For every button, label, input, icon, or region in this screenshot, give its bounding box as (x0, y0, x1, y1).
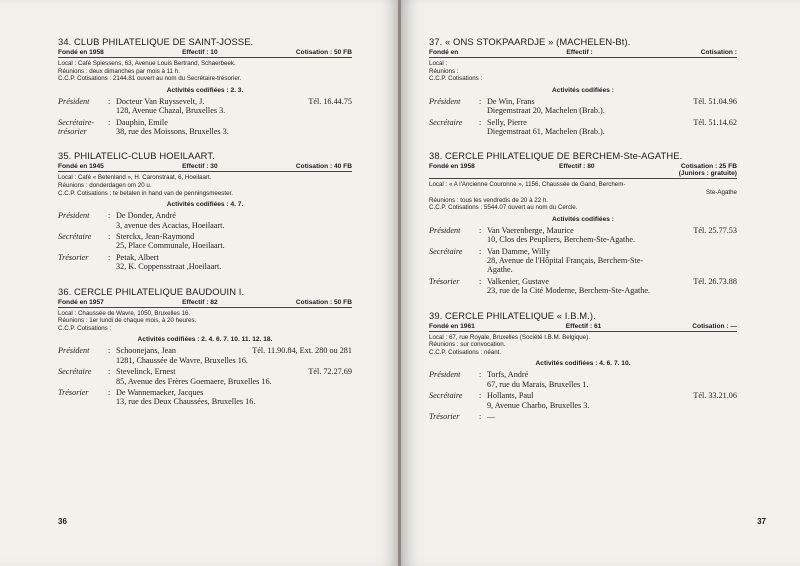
membership-fee: Cotisation : — (692, 322, 737, 330)
officer-role: Président (58, 211, 90, 221)
officer-role: Président (429, 370, 461, 380)
founded-label: Fondé en 1958 (429, 163, 475, 171)
info-line: Ste-Agathe (706, 189, 737, 196)
officer-details (116, 97, 352, 116)
officer-address: 67, rue du Marais, Bruxelles 1. (487, 379, 589, 389)
officer-phone: Tél. 72.27.69 (308, 367, 352, 377)
right-page (401, 0, 800, 566)
officer-name: Sterckx, Jean-Raymond (116, 232, 195, 241)
officer-row (58, 253, 352, 272)
officer-phone: Tél. 11.90.84, Ext. 280 ou 281 (252, 346, 352, 356)
officer-address: 1281, Chaussée de Wavre, Bruxelles 16. (116, 355, 248, 365)
fee-wrap (692, 323, 737, 330)
activities-codes: Activités codifiées : (552, 86, 614, 94)
page-number: 36 (58, 517, 67, 526)
officer-name: Van Vaerenberge, Maurice (487, 225, 574, 235)
officer-details (116, 118, 352, 137)
separator: : (479, 96, 482, 106)
officer-first-line (116, 253, 352, 262)
club-facts-row (429, 163, 737, 179)
officer-first-line (116, 118, 352, 127)
officer-row (58, 388, 352, 407)
officer-details (487, 97, 737, 116)
club-info (429, 181, 737, 211)
officer-details (487, 391, 737, 410)
officer-name: De Wannemaeker, Jacques (116, 388, 204, 398)
club-facts-row (58, 163, 352, 172)
officer-address: 28, Avenue de l'Hôpital Français, Berchem-Ste- (487, 256, 644, 265)
separator: : (108, 211, 111, 221)
officer-role: Secrétaire-trésorier (58, 117, 95, 136)
membership-fee: Cotisation : (700, 49, 737, 56)
founded-label: Fondé en 1961 (429, 322, 475, 330)
club-facts-row (429, 323, 737, 332)
info-line: Réunions : deux dimanches par mois à 11 h. (58, 67, 180, 75)
membership-fee: Cotisation : 40 FB (295, 163, 352, 171)
club-entry (58, 150, 352, 271)
officer-row (58, 118, 352, 137)
officer-first-line (487, 277, 737, 286)
officer-first-line (116, 211, 352, 220)
officer-address: 128, Avenue Chazal, Bruxelles 3. (116, 106, 226, 116)
club-title: 37. « ONS STOKPAARDJE » (MACHELEN-Bt). (429, 36, 631, 47)
officer-role: Président (58, 346, 90, 356)
officer-details (116, 367, 352, 386)
officer-name: Valkenier, Gustave (487, 276, 549, 286)
officer-name: Petak, Albert (116, 252, 159, 262)
club-entry (58, 36, 352, 136)
officer-address: Diegemstraat 20, Machelen (Brab.). (487, 106, 605, 116)
separator: : (108, 388, 111, 398)
officer-details (487, 118, 737, 137)
club-title: 35. PHILATELIC-CLUB HOEILAART. (58, 150, 215, 162)
fee-note: (Juniors : gratuite) (678, 170, 737, 178)
officer-first-line (487, 412, 737, 421)
officer-row (429, 277, 737, 296)
info-line: Local : Café « Betenland », H. Caronstraat, 6, Hoeilaart. (58, 174, 212, 182)
officer-name: Schoonejans, Jean (116, 346, 177, 356)
fee-wrap (296, 299, 352, 306)
info-line: Réunions : tous les vendredis de 20 à 22 h. (429, 196, 549, 204)
info-line: Local : Café Spiessens, 63, Avenue Louis Bertrand, Schaerbeek. (58, 60, 236, 67)
officer-row (429, 226, 737, 245)
separator: : (108, 367, 111, 377)
officer-details (487, 370, 737, 389)
membership-count: Effectif : (566, 49, 593, 56)
officer-row (58, 232, 352, 251)
info-line: C.C.P. Cotisations : (58, 324, 112, 332)
right-page-content (429, 36, 737, 435)
officer-role: Président (58, 96, 90, 106)
membership-count: Effectif : 10 (182, 49, 218, 56)
officer-name: Hollants, Paul (487, 391, 534, 401)
club-facts-row (58, 299, 352, 308)
officer-first-line (487, 391, 737, 400)
officer-address: Agathe. (487, 265, 513, 275)
activities-codes: Activités codifiées : 4. 7. (166, 201, 244, 209)
officer-row (58, 346, 352, 365)
separator: : (479, 370, 482, 380)
officer-first-line (116, 232, 352, 241)
officer-phone: Tél. 51.04.96 (693, 96, 737, 106)
officer-address: 10, Clos des Peupliers, Berchem-Ste-Agathe. (487, 235, 636, 245)
membership-count: Effectif : 61 (565, 322, 602, 330)
officer-details (116, 232, 352, 251)
activities-codes: Activités codifiées : 2. 4. 6. 7. 10. 11. 12. 18. (137, 336, 273, 344)
club-entry (429, 310, 737, 422)
club-info (58, 310, 352, 333)
officer-name: De Donder, André (116, 211, 176, 221)
officer-name: Dauphin, Emile (116, 117, 168, 127)
membership-fee: Cotisation : 50 FB (295, 298, 352, 306)
officer-phone: Tél. 25.77.53 (693, 225, 737, 235)
info-line: C.C.P. Cotisations : 5544.07 ouvert au nom du Cercle. (429, 204, 578, 212)
officer-address: 3, avenue des Acacias, Hoeilaart. (116, 220, 225, 230)
officer-details (116, 211, 352, 230)
officer-row (429, 412, 737, 421)
officer-address: 85, Avenue des Frères Goemaere, Bruxelles 16. (116, 376, 272, 386)
officer-role: Trésorier (429, 276, 460, 286)
info-line: Local : 67, rue Royale, Bruxelles (Société I.B.M. Belgique). (429, 333, 590, 341)
officer-row (58, 367, 352, 386)
officer-name: Van Damme, Willy (487, 246, 550, 256)
officer-role: Trésorier (58, 388, 89, 398)
membership-count: Effectif : 82 (182, 298, 218, 306)
club-info (58, 174, 352, 197)
officer-row (58, 211, 352, 230)
fee-wrap (296, 49, 352, 56)
club-title: 38. CERCLE PHILATELIQUE DE BERCHEM-Ste-AGATHE. (429, 150, 683, 162)
officer-details (116, 346, 352, 365)
info-line: Réunions : 1er lundi de chaque mois, à 20 heures. (58, 317, 197, 325)
officer-role: Président (429, 96, 461, 106)
founded-label: Fondé en (429, 49, 459, 56)
club-facts-row (58, 49, 352, 58)
officer-row (429, 97, 737, 116)
club-info (429, 334, 737, 357)
separator: : (108, 117, 111, 127)
officer-name: Docteur Van Ruyssevelt, J. (116, 96, 205, 106)
officer-address: 38, rue des Moissons, Bruxelles 3. (116, 127, 229, 136)
separator: : (479, 276, 482, 286)
officer-name: Torfs, André (487, 370, 529, 380)
info-line: Réunions : (429, 67, 459, 75)
officer-details (116, 388, 352, 407)
activities-codes: Activités codifiées : (552, 215, 614, 223)
officer-address: 9, Avenue Charbo, Bruxelles 3. (487, 400, 590, 410)
officer-first-line (116, 97, 352, 106)
officer-details (487, 412, 737, 421)
info-line: C.C.P. Cotisations : néant. (429, 348, 502, 356)
info-line: Local : (429, 60, 448, 67)
officer-role: Secrétaire (429, 117, 463, 127)
separator: : (108, 232, 111, 241)
officer-first-line (487, 97, 737, 106)
officer-row (58, 97, 352, 116)
founded-label: Fondé en 1957 (58, 298, 104, 306)
officer-role: Trésorier (58, 252, 89, 262)
officer-address: 25, Place Communale, Hoeilaart. (116, 241, 225, 251)
separator: : (108, 96, 111, 106)
activities-codes: Activités codifiées : 4. 6. 7. 10. (535, 360, 631, 368)
officer-first-line (487, 226, 737, 235)
club-entry (429, 150, 737, 295)
officer-address: Diegemstraat 61, Machelen (Brab.). (487, 127, 605, 136)
club-entry (58, 286, 352, 407)
info-line: Local : Chaussée de Wavre, 1050, Bruxelles 16. (58, 309, 191, 317)
officer-role: Trésorier (429, 412, 460, 422)
membership-fee: Cotisation : 50 FB (295, 49, 352, 56)
officer-name: Stevelinck, Ernest (116, 367, 176, 377)
officer-first-line (116, 367, 352, 376)
officer-details (487, 247, 737, 275)
officer-phone: Tél. 26.73.88 (693, 276, 737, 286)
fee-wrap (296, 163, 352, 170)
info-line: C.C.P. Cotisations : (429, 75, 483, 83)
info-line: C.C.P. Cotisations : te betalen in hand van de penningsmeester. (58, 189, 233, 197)
club-info (429, 60, 737, 83)
info-line: Réunions : sur convocation. (429, 341, 506, 349)
separator: : (479, 117, 482, 127)
officer-first-line (487, 118, 737, 127)
membership-count: Effectif : 80 (559, 163, 595, 171)
founded-label: Fondé en 1945 (58, 163, 104, 171)
officer-address: 13, rue des Deux Chaussées, Bruxelles 16. (116, 397, 256, 407)
officer-role: Secrétaire (429, 391, 463, 401)
separator: : (108, 346, 111, 356)
club-facts-row (429, 49, 737, 58)
officer-first-line (487, 370, 737, 379)
separator: : (108, 252, 111, 262)
membership-fee: Cotisation : 25 FB (680, 163, 737, 171)
info-line: C.C.P. Cotisations : 2144.81 ouvert au nom du Secrétaire-trésorier. (58, 75, 242, 83)
fee-wrap (679, 163, 737, 177)
club-title: 39. CERCLE PHILATELIQUE « I.B.M.). (429, 309, 596, 321)
officer-details (116, 253, 352, 272)
club-entry (429, 36, 737, 136)
officer-role: Président (429, 225, 461, 235)
officer-row (429, 247, 737, 275)
officer-address: 32, K. Coppensstraat ,Hoeilaart. (116, 262, 222, 272)
separator: : (479, 391, 482, 401)
officer-details (487, 226, 737, 245)
officer-role: Secrétaire (58, 367, 92, 377)
officer-row (429, 370, 737, 389)
officer-first-line (487, 247, 737, 256)
officer-details (487, 277, 737, 296)
officer-name: De Win, Frans (487, 96, 535, 106)
info-line: Réunions : donderdagen om 20 u. (58, 182, 152, 189)
officer-row (429, 391, 737, 410)
officer-role: Secrétaire (58, 232, 92, 241)
activities-codes: Activités codifiées : 2. 3. (166, 86, 244, 94)
left-page-content (58, 36, 352, 421)
club-info (58, 60, 352, 83)
separator: : (479, 225, 482, 235)
officer-first-line (116, 388, 352, 397)
officer-name: — (487, 412, 496, 422)
membership-count: Effectif : 30 (182, 163, 218, 171)
officer-name: Selly, Pierre (487, 117, 527, 127)
club-title: 34. CLUB PHILATELIQUE DE SAINT-JOSSE. (58, 36, 254, 47)
officer-first-line (116, 346, 352, 355)
separator: : (479, 412, 482, 422)
fee-wrap (701, 49, 737, 56)
info-line: Local : « A l'Ancienne Couronne », 1156, Chaussée de Gand, Berchem- (429, 181, 626, 189)
officer-address: 23, rue de la Cité Moderne, Berchem-Ste-Agathe. (487, 286, 651, 296)
page-number: 37 (757, 517, 766, 526)
club-title: 36. CERCLE PHILATELIQUE BAUDOUIN I. (58, 285, 245, 297)
separator: : (479, 246, 482, 256)
left-page (0, 0, 399, 566)
officer-phone: Tél. 33.21.06 (693, 391, 737, 401)
officer-phone: Tél. 16.44.75 (308, 96, 352, 106)
officer-role: Secrétaire (429, 246, 463, 256)
officer-phone: Tél. 51.14.62 (693, 117, 737, 127)
officer-row (429, 118, 737, 137)
founded-label: Fondé en 1958 (58, 49, 104, 56)
